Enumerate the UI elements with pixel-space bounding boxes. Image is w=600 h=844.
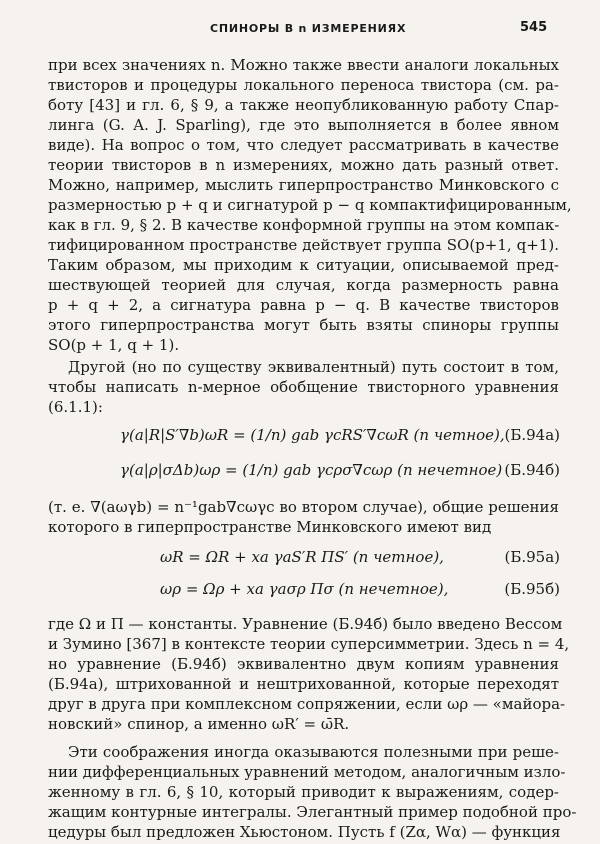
text-line: тифицированном пространстве действует группа SO(p+1, q+1). bbox=[48, 236, 559, 254]
page-header bbox=[0, 22, 600, 42]
text-line: линга (G. A. J. Sparling), где это выполняется в более явном bbox=[48, 116, 559, 134]
running-title: СПИНОРЫ В n ИЗМЕРЕНИЯХ bbox=[210, 22, 407, 35]
text-line: шествующей теорией для случая, когда размерность равна bbox=[48, 276, 559, 294]
equation-number: (Б.94б) bbox=[504, 461, 560, 479]
text-line: женному в гл. 6, § 10, который приводит к выражениям, содер- bbox=[48, 783, 559, 801]
text-line: SO(p + 1, q + 1). bbox=[48, 336, 180, 354]
text-line: твисторов и процедуры локального переноса твистора (см. ра- bbox=[48, 76, 559, 94]
text-line: (т. е. ∇(aωγb) = n⁻¹gab∇cωγc во втором случае), общие решения bbox=[48, 498, 559, 516]
text-line: этого гиперпространства могут быть взяты спиноры группы bbox=[48, 316, 559, 334]
text-line: (6.1.1): bbox=[48, 398, 103, 416]
text-line: размерностью p + q и сигнатурой p − q компактифицированным, bbox=[48, 196, 572, 214]
equation-number: (Б.94а) bbox=[504, 426, 560, 444]
text-line: и Зумино [367] в контексте теории суперсимметрии. Здесь n = 4, bbox=[48, 635, 570, 653]
text-line: друг в друга при комплексном сопряжении, если ωρ — «майора- bbox=[48, 695, 566, 713]
text-line: жащим контурные интегралы. Элегантный пример подобной про- bbox=[48, 803, 577, 821]
text-line: цедуры был предложен Хьюстоном. Пусть f (Zα, Wα) — функция bbox=[48, 823, 561, 841]
text-line: чтобы написать n-мерное обобщение твисторного уравнения bbox=[48, 378, 559, 396]
text-line: Таким образом, мы приходим к ситуации, описываемой пред- bbox=[48, 256, 559, 274]
text-line: при всех значениях n. Можно также ввести аналоги локальных bbox=[48, 56, 559, 74]
text-line: Эти соображения иногда оказываются полезными при реше- bbox=[68, 743, 559, 761]
text-line: которого в гиперпространстве Минковского имеют вид bbox=[48, 518, 492, 536]
page-number: 545 bbox=[520, 20, 548, 35]
text-line: Другой (но по существу эквивалентный) путь состоит в том, bbox=[68, 358, 559, 376]
equation-formula: γ(a|ρ|σΔb)ωρ = (1/n) gab γcρσ∇cωρ (n нечетное) bbox=[120, 461, 503, 479]
equation-formula: ωρ = Ωρ + xa γaσρ Πσ (n нечетное), bbox=[160, 580, 449, 598]
text-line: теории твисторов в n измерениях, можно дать разный ответ. bbox=[48, 156, 559, 174]
text-line: p + q + 2, а сигнатура равна p − q. В качестве твисторов bbox=[48, 296, 559, 314]
text-line: как в гл. 9, § 2. В качестве конформной группы на этом компак- bbox=[48, 216, 560, 234]
text-line: виде). На вопрос о том, что следует рассматривать в качестве bbox=[48, 136, 559, 154]
equation-formula: ωR = ΩR + xa γaS′R ΠS′ (n четное), bbox=[160, 548, 444, 566]
text-line: (Б.94а), штрихованной и нештрихованной, которые переходят bbox=[48, 675, 559, 693]
text-line: где Ω и Π — константы. Уравнение (Б.94б) было введено Вессом bbox=[48, 615, 563, 633]
text-line: новский» спинор, а именно ωR′ = ω̄R. bbox=[48, 715, 350, 733]
equation-number: (Б.95б) bbox=[504, 580, 560, 598]
text-line: но уравнение (Б.94б) эквивалентно двум копиям уравнения bbox=[48, 655, 559, 673]
text-line: нии дифференциальных уравнений методом, аналогичным изло- bbox=[48, 763, 566, 781]
equation-number: (Б.95а) bbox=[504, 548, 560, 566]
text-line: боту [43] и гл. 6, § 9, а также неопубликованную работу Спар- bbox=[48, 96, 559, 114]
text-line: Можно, например, мыслить гиперпространство Минковского с bbox=[48, 176, 559, 194]
equation-formula: γ(a|R|S′∇b)ωR = (1/n) gab γcRS′∇cωR (n четное), bbox=[120, 426, 505, 444]
